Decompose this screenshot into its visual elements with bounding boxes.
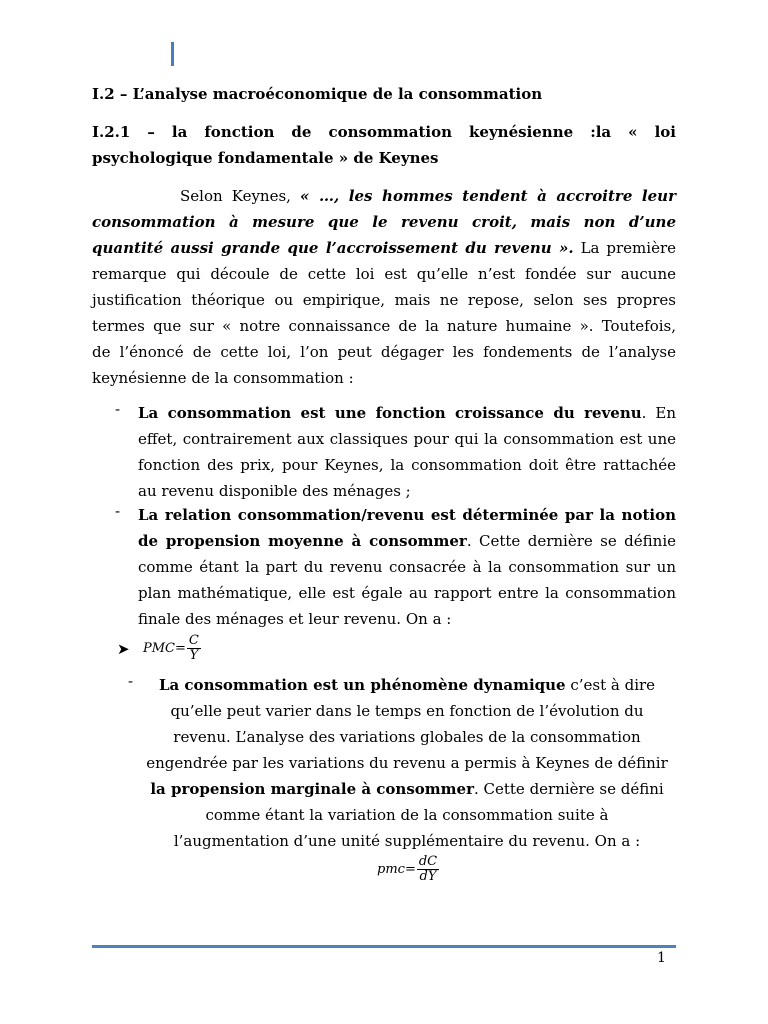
formula-average-propensity [143, 634, 201, 663]
formula-eq: = [175, 641, 186, 656]
intro-line-8: keynésienne de la consommation : [92, 369, 354, 387]
intro-line-2 [92, 209, 676, 235]
bullet3-line-2: qu’elle peut varier dans le temps en fonction de l’évolution du [170, 702, 644, 720]
bullet3-line1-rest: c’est à dire [565, 676, 656, 694]
intro-line-4: remarque qui découle de cette loi est qu’elle n’est fondée sur aucune [92, 265, 676, 283]
text-cursor-mark [171, 42, 174, 66]
formula-eq: = [404, 862, 416, 877]
subsection-title-line-1: I.2.1 – la fonction de consommation keynésienne :la « loi [92, 123, 676, 141]
bullet3-line5-rest: . Cette dernière se défini [473, 780, 664, 798]
bullet-item-dynamic [138, 672, 676, 854]
bullet3-line-7: l’augmentation d’une unité supplémentaire du revenu. On a : [173, 832, 641, 850]
intro-quote-1: « …, les hommes tendent à accroitre leur [300, 187, 676, 205]
intro-line-1 [92, 183, 676, 209]
formula-numerator: dC [418, 854, 438, 869]
intro-line-5: justification théorique ou empirique, mais ne repose, selon ses propres [92, 291, 676, 309]
bullet-marker: - [115, 400, 121, 418]
formula-denominator: Y [189, 648, 199, 663]
formula-numerator: C [188, 633, 199, 648]
intro-quote-3: quantité aussi grande que l’accroissement du revenu ». [92, 239, 574, 257]
bullet-text: . Cette dernière se définie comme étant la part du revenu consacrée à la consommation sur un plan mathématique, elle est égale au rapport entre la consommation finale des ménages et leur revenu. On a : [138, 532, 676, 628]
bullet3-line-3: revenu. L’analyse des variations globales de la consommation [173, 728, 641, 746]
bullet3-line-4: engendrée par les variations du revenu a permis à Keynes de définir [146, 754, 668, 772]
arrow-bullet-icon: ➤ [117, 640, 130, 658]
intro-after-quote: La première [573, 239, 676, 257]
bullet-item-income [138, 400, 676, 504]
formula-fraction [187, 634, 201, 663]
formula-denominator: dY [419, 869, 437, 884]
intro-line-7: de l’énoncé de cette loi, l’on peut dégager les fondements de l’analyse [92, 343, 676, 361]
intro-quote-2: consommation à mesure que le revenu croit, mais non d’une [92, 213, 676, 231]
bullet-bold: la propension marginale à consommer [150, 780, 474, 798]
bullet-item-average-propensity [138, 502, 676, 632]
subsection-title-line-2: psychologique fondamentale » de Keynes [92, 149, 439, 167]
bullet3-line-1 [138, 672, 676, 698]
formula-lhs: PMC [143, 641, 176, 656]
section-title: I.2 – L’analyse macroéconomique de la consommation [92, 85, 543, 103]
page-number: 1 [657, 950, 666, 966]
bullet-marker: - [128, 672, 134, 690]
bullet-marker: - [115, 502, 121, 520]
bullet3-line-6: comme étant la variation de la consommation suite à [205, 806, 609, 824]
formula-lhs: pmc [377, 862, 405, 877]
bullet3-line-5 [138, 776, 676, 802]
bullet-bold: La consommation est une fonction croissance du revenu [138, 404, 642, 422]
intro-lead: Selon Keynes, [180, 187, 301, 205]
formula-marginal-propensity [377, 855, 439, 884]
bullet-bold: La consommation est un phénomène dynamique [158, 676, 566, 694]
bullet-bold: La relation consommation/revenu est déterminée par la notion de propension moyenne à consommer [138, 506, 676, 550]
bullet-text: . En effet, contrairement aux classiques pour qui la consommation est une fonction des prix, pour Keynes, la consommation doit être rattachée au revenu disponible des ménages ; [138, 404, 676, 500]
footer-rule [92, 945, 676, 948]
intro-line-3 [92, 235, 676, 261]
intro-line-6: termes que sur « notre connaissance de la nature humaine ». Toutefois, [92, 317, 676, 335]
formula-fraction [417, 855, 439, 884]
